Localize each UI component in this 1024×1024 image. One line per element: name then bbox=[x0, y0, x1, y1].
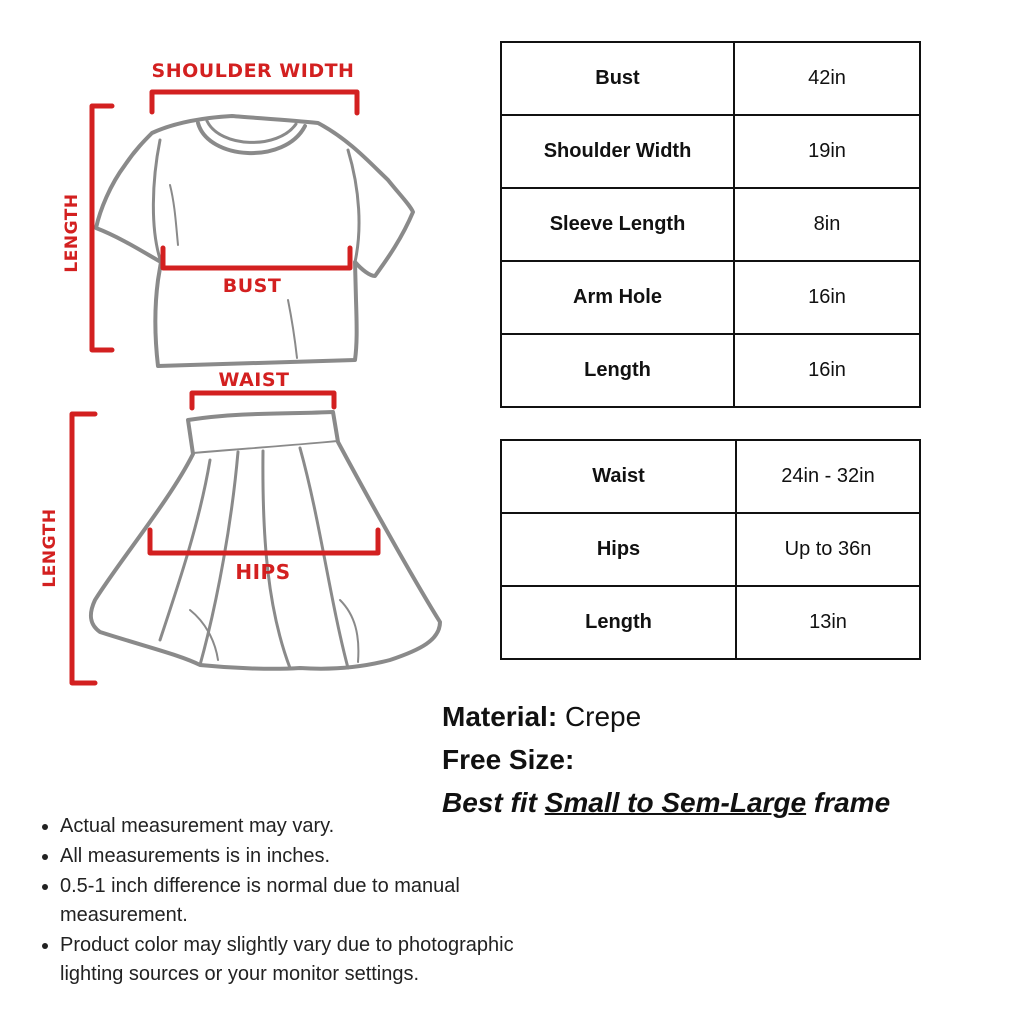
table-row bbox=[501, 586, 920, 659]
table-cell-label: Length bbox=[501, 586, 736, 659]
table-cell-value: 42in bbox=[734, 42, 920, 115]
product-info bbox=[442, 695, 890, 824]
table-cell-value: 19in bbox=[734, 115, 920, 188]
material-value: Crepe bbox=[564, 701, 642, 732]
table-cell-label: Length bbox=[501, 334, 734, 407]
shoulder-width-label: SHOULDER WIDTH bbox=[151, 60, 355, 82]
top-size-table bbox=[500, 41, 921, 408]
list-item: • 0.5-1 inch difference is normal due to manual measurement. bbox=[60, 872, 530, 930]
table-row bbox=[501, 261, 920, 334]
material-line bbox=[442, 695, 890, 738]
crop-top-drawing bbox=[96, 116, 413, 366]
table-row bbox=[501, 334, 920, 407]
top-size-table-body bbox=[501, 42, 920, 407]
waist-label: WAIST bbox=[218, 369, 290, 391]
table-cell-label: Hips bbox=[501, 513, 736, 586]
fit-prefix: Best fit bbox=[442, 787, 537, 818]
table-cell-label: Waist bbox=[501, 440, 736, 513]
table-cell-value: 13in bbox=[736, 586, 920, 659]
skirt-size-table-body bbox=[501, 440, 920, 659]
skirt-size-table bbox=[500, 439, 921, 660]
measurement-diagram bbox=[0, 0, 470, 700]
table-row bbox=[501, 42, 920, 115]
hips-label: HIPS bbox=[235, 560, 291, 584]
fit-range: Small to Sem-Large bbox=[544, 787, 807, 818]
free-size-line bbox=[442, 738, 890, 781]
fit-suffix: frame bbox=[813, 787, 891, 818]
table-cell-label: Sleeve Length bbox=[501, 188, 734, 261]
table-row bbox=[501, 115, 920, 188]
material-label: Material: bbox=[442, 701, 558, 732]
bust-label: BUST bbox=[222, 275, 282, 297]
table-row bbox=[501, 188, 920, 261]
notes-list bbox=[38, 812, 600, 990]
top-length-label: LENGTH bbox=[62, 193, 82, 273]
table-cell-label: Shoulder Width bbox=[501, 115, 734, 188]
table-cell-value: Up to 36n bbox=[736, 513, 920, 586]
table-row bbox=[501, 440, 920, 513]
table-cell-label: Arm Hole bbox=[501, 261, 734, 334]
table-cell-value: 16in bbox=[734, 334, 920, 407]
table-cell-value: 16in bbox=[734, 261, 920, 334]
skirt-length-label: LENGTH bbox=[40, 508, 60, 588]
table-row bbox=[501, 513, 920, 586]
list-item: • Product color may slightly vary due to photographic lighting sources or your monitor settings. bbox=[60, 931, 560, 989]
table-cell-value: 24in - 32in bbox=[736, 440, 920, 513]
skirt-drawing bbox=[91, 412, 440, 669]
list-item: • All measurements is in inches. bbox=[60, 842, 600, 871]
garment-illustration bbox=[0, 0, 470, 700]
list-item: • Actual measurement may vary. bbox=[60, 812, 600, 841]
free-size-label: Free Size: bbox=[442, 744, 575, 775]
table-cell-label: Bust bbox=[501, 42, 734, 115]
table-cell-value: 8in bbox=[734, 188, 920, 261]
